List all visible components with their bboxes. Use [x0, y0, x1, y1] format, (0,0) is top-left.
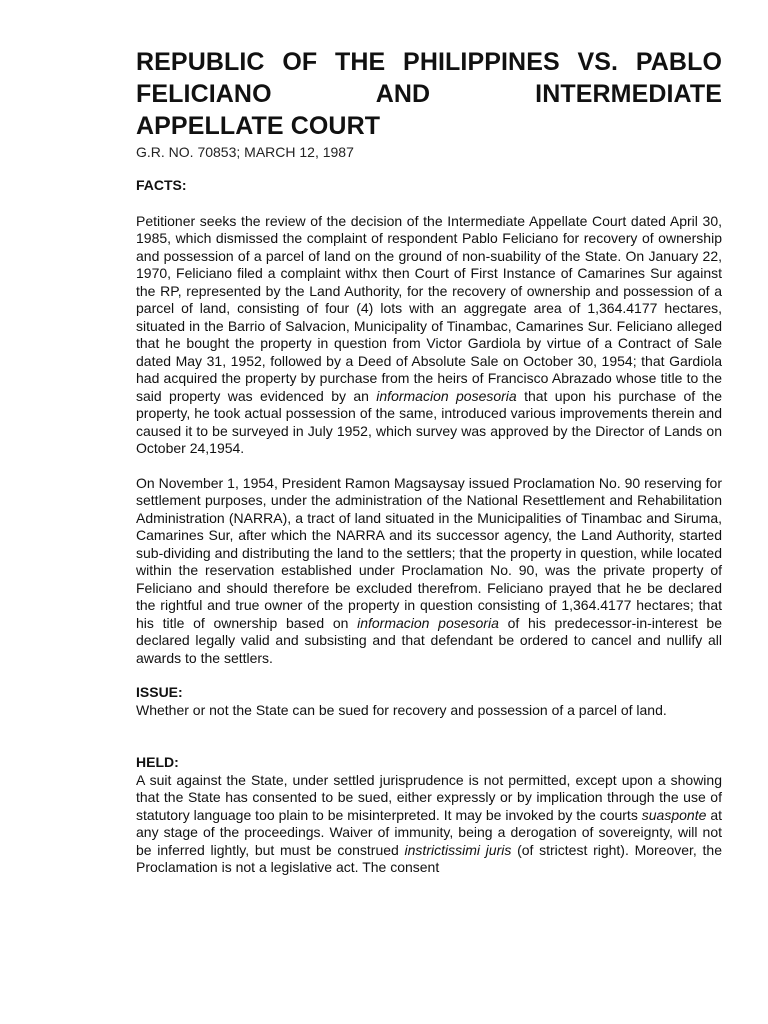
- facts-heading: FACTS:: [136, 177, 187, 193]
- facts-p2-italic-1: informacion posesoria: [357, 614, 499, 631]
- document-page: [136, 46, 722, 877]
- case-citation: G.R. NO. 70853; MARCH 12, 1987: [136, 144, 354, 160]
- facts-p1-text-2: that upon his purchase of the property, he took actual possession of the same, introduced various improvements therein and caused it to be surveyed in July 1952, which survey was approved by the Director of Lands on October 24,1954.: [136, 387, 722, 456]
- held-p1-text-3: (of strictest right). Moreover, the Proclamation is not a legislative act. The consent: [136, 841, 722, 875]
- held-paragraph-1: [136, 772, 722, 877]
- facts-paragraph-2: [136, 475, 722, 668]
- case-title: [136, 46, 722, 142]
- case-title-line-2: FELICIANO AND INTERMEDIATE: [136, 80, 722, 108]
- held-heading: HELD:: [136, 754, 179, 770]
- facts-paragraph-1: [136, 213, 722, 458]
- case-title-line-3: APPELLATE COURT: [136, 112, 381, 140]
- facts-p1-italic-1: informacion posesoria: [376, 387, 517, 404]
- held-p1-italic-1: suasponte: [641, 806, 707, 823]
- issue-heading: ISSUE:: [136, 684, 183, 700]
- issue-text: Whether or not the State can be sued for recovery and possession of a parcel of land.: [136, 701, 667, 718]
- held-p1-text-1: A suit against the State, under settled jurisprudence is not permitted, except upon a showing that the State has consented to be sued, either expressly or by implication through the use of statutory language too plain to be misinterpreted. It may be invoked by the courts: [136, 771, 722, 823]
- case-title-line-1: REPUBLIC OF THE PHILIPPINES VS. PABLO: [136, 48, 722, 76]
- held-p1-italic-2: instrictissimi juris: [404, 841, 512, 858]
- facts-p2-text-2: of his predecessor-in-interest be declared legally valid and subsisting and that defendant be ordered to cancel and nullify all awards to the settlers.: [136, 614, 722, 666]
- facts-p2-text-1: On November 1, 1954, President Ramon Magsaysay issued Proclamation No. 90 reserving for settlement purposes, under the administration of the National Resettlement and Rehabilitation Administration (NARRA), a tract of land situated in the Municipalities of Tinambac and Siruma, Camarines Sur, after which the NARRA and its successor agency, the Land Authority, started sub-dividing and distributing the land to the settlers; that the property in question, while located within the reservation established under Proclamation No. 90, was the private property of Feliciano and should therefore be excluded therefrom. Feliciano prayed that he be declared the rightful and true owner of the property in question consisting of 1,364.4177 hectares; that his title of ownership based on: [136, 474, 722, 631]
- facts-p1-text-1: Petitioner seeks the review of the decision of the Intermediate Appellate Court dated April 30, 1985, which dismissed the complaint of respondent Pablo Feliciano for recovery of ownership and possession of a parcel of land on the ground of non-suability of the State. On January 22, 1970, Feliciano filed a complaint withx then Court of First Instance of Camarines Sur against the RP, represented by the Land Authority, for the recovery of ownership and possession of a parcel of land, consisting of four (4) lots with an aggregate area of 1,364.4177 hectares, situated in the Barrio of Salvacion, Municipality of Tinambac, Camarines Sur. Feliciano alleged that he bought the property in question from Victor Gardiola by virtue of a Contract of Sale dated May 31, 1952, followed by a Deed of Absolute Sale on October 30, 1954; that Gardiola had acquired the property by purchase from the heirs of Francisco Abrazado whose title to the said property was evidenced by an: [136, 212, 722, 404]
- held-p1-text-2: at any stage of the proceedings. Waiver of immunity, being a derogation of sovereignty, will not be inferred lightly, but must be construed: [136, 806, 722, 858]
